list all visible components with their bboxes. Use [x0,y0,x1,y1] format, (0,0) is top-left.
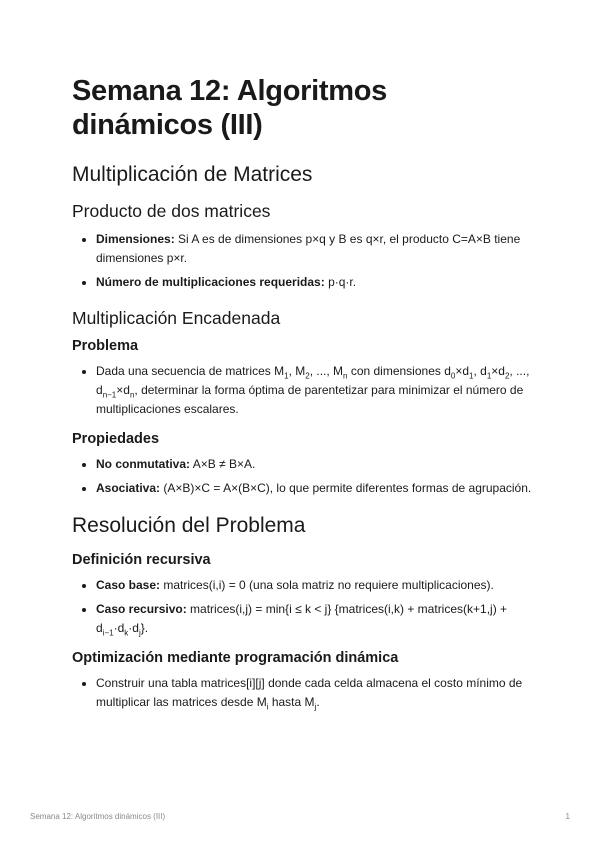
page-title: Semana 12: Algoritmos dinámicos (III) [72,75,387,141]
list-item: • Dimensiones: Si A es de dimensiones p×q y B es q×r, el producto C=A×B tiene dimensiones p×r. [96,230,532,268]
list-item: • Construir una tabla matrices[i][j] donde cada celda almacena el costo mínimo de multiplicar las matrices desde $M_i$ hasta $M_j$. [96,674,532,712]
list-item: • No conmutativa: A×B ≠ B×A. [96,455,532,474]
minor-heading: Problema [72,338,139,354]
list-item: • Caso recursivo: matrices(i,j) = min{i ≤ k < j} {matrices(i,k) + matrices(k+1,j) + $d_{i-1}\cdot d_k\cdot d_j$}. [96,600,532,638]
minor-heading: Optimización mediante programación dinámica [72,650,399,666]
subsection-heading: Multiplicación Encadenada [72,308,281,328]
list-item: • Número de multiplicaciones requeridas: p·q·r. [96,273,532,292]
list-item: • Caso base: matrices(i,i) = 0 (una sola matriz no requiere multiplicaciones). [96,576,532,595]
list-item: • Dada una secuencia de matrices $M_1$, $M_2$, ..., $M_n$ con dimensiones $d_0\times d_1$, $d_1\times d_2$, ..., $d_{n-1}\times d_n$, determinar la forma óptima de parentetizar para minimizar el número de multiplicaciones escalares. [96,362,532,419]
bullet-list [72,576,532,638]
minor-heading: Propiedades [72,431,160,447]
minor-heading: Definición recursiva [72,552,211,568]
section-heading: Resolución del Problema [72,514,306,537]
footer-title: Semana 12: Algoritmos dinámicos (III) [30,812,166,821]
bullet-list [72,230,532,292]
list-item: • Asociativa: (A×B)×C = A×(B×C), lo que permite diferentes formas de agrupación. [96,479,532,498]
page-number: 1 [565,812,570,821]
bullet-list [72,674,532,712]
bullet-list [72,455,532,498]
section-heading: Multiplicación de Matrices [72,163,313,186]
subsection-heading: Producto de dos matrices [72,201,271,221]
bullet-list [72,362,532,419]
document-page [72,74,532,717]
